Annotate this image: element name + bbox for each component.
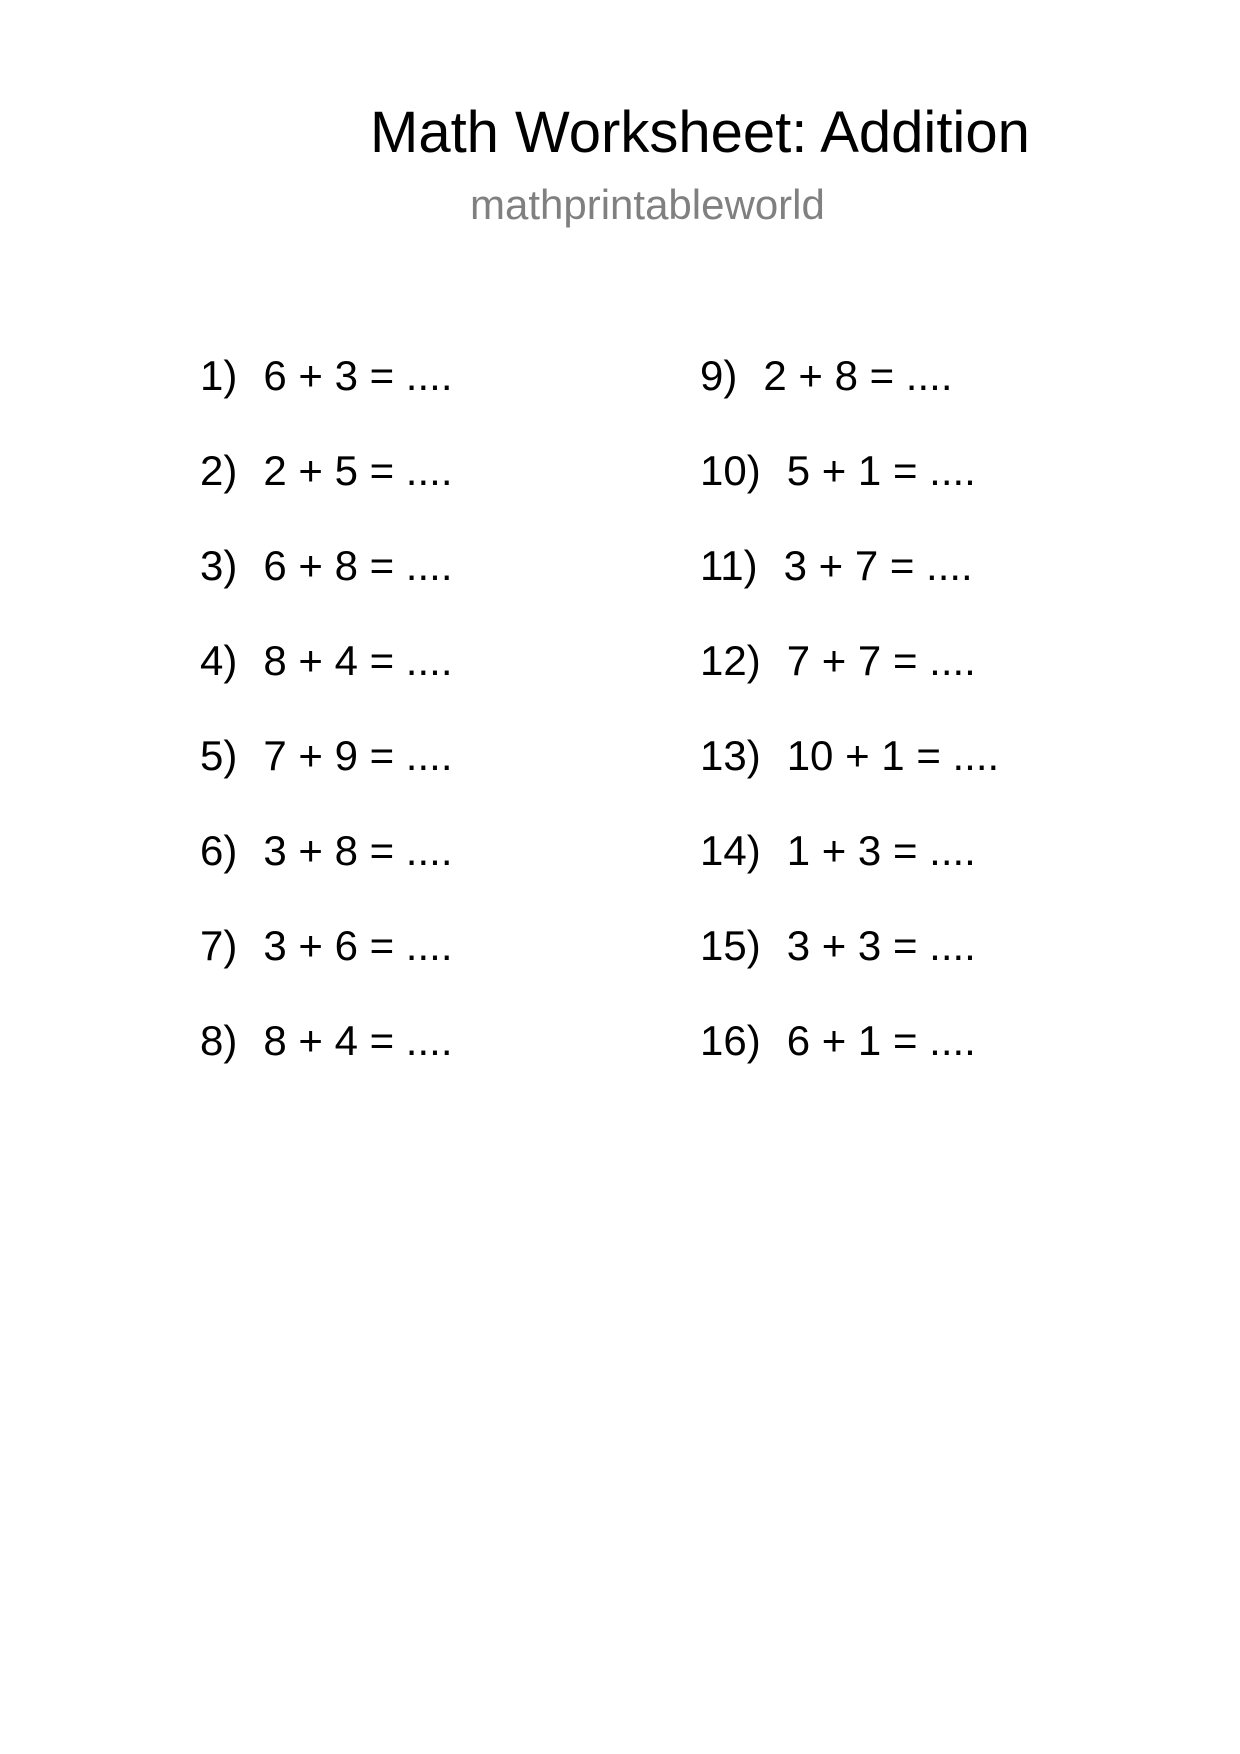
- problem-expression: 6 + 1 = ....: [786, 1017, 976, 1064]
- problem-number: 2): [200, 447, 238, 494]
- problem-column-right: [700, 350, 999, 1110]
- problem-expression: 8 + 4 = ....: [263, 1017, 453, 1064]
- problem-item: [200, 730, 452, 825]
- problem-number: 16): [700, 1017, 761, 1064]
- problem-item: [700, 445, 999, 540]
- problem-item: [200, 1015, 452, 1110]
- problem-expression: 3 + 6 = ....: [263, 922, 453, 969]
- problem-number: 8): [200, 1017, 238, 1064]
- problem-number: 4): [200, 637, 238, 684]
- problem-number: 9): [700, 352, 738, 399]
- problem-number: 1): [200, 352, 238, 399]
- problem-expression: 6 + 8 = ....: [263, 542, 453, 589]
- problem-number: 6): [200, 827, 238, 874]
- problem-expression: 6 + 3 = ....: [263, 352, 453, 399]
- problem-item: [200, 825, 452, 920]
- problem-number: 7): [200, 922, 238, 969]
- problem-item: [200, 540, 452, 635]
- problem-number: 15): [700, 922, 761, 969]
- problem-number: 3): [200, 542, 238, 589]
- problem-expression: 7 + 7 = ....: [786, 637, 976, 684]
- problem-item: [700, 920, 999, 1015]
- problem-item: [700, 350, 999, 445]
- problem-expression: 7 + 9 = ....: [263, 732, 453, 779]
- problem-item: [200, 350, 452, 445]
- problem-number: 12): [700, 637, 761, 684]
- problem-item: [700, 1015, 999, 1110]
- problem-expression: 3 + 3 = ....: [786, 922, 976, 969]
- problem-number: 13): [700, 732, 761, 779]
- problem-item: [200, 920, 452, 1015]
- problem-item: [200, 635, 452, 730]
- problem-number: 5): [200, 732, 238, 779]
- page-subtitle: mathprintableworld: [470, 181, 825, 228]
- problem-item: [700, 825, 999, 920]
- page-title: Math Worksheet: Addition: [370, 100, 1030, 165]
- problem-number: 14): [700, 827, 761, 874]
- problem-column-left: [200, 350, 452, 1110]
- problem-expression: 3 + 8 = ....: [263, 827, 453, 874]
- problem-number: 11): [700, 542, 758, 589]
- problem-expression: 5 + 1 = ....: [786, 447, 976, 494]
- problem-item: [700, 635, 999, 730]
- problem-expression: 8 + 4 = ....: [263, 637, 453, 684]
- problem-expression: 2 + 5 = ....: [263, 447, 453, 494]
- problem-number: 10): [700, 447, 761, 494]
- problem-expression: 2 + 8 = ....: [763, 352, 953, 399]
- problem-item: [700, 730, 999, 825]
- problem-item: [200, 445, 452, 540]
- problem-expression: 10 + 1 = ....: [786, 732, 1000, 779]
- problem-expression: 1 + 3 = ....: [786, 827, 976, 874]
- problem-item: [700, 540, 999, 635]
- problem-expression: 3 + 7 = ....: [783, 542, 973, 589]
